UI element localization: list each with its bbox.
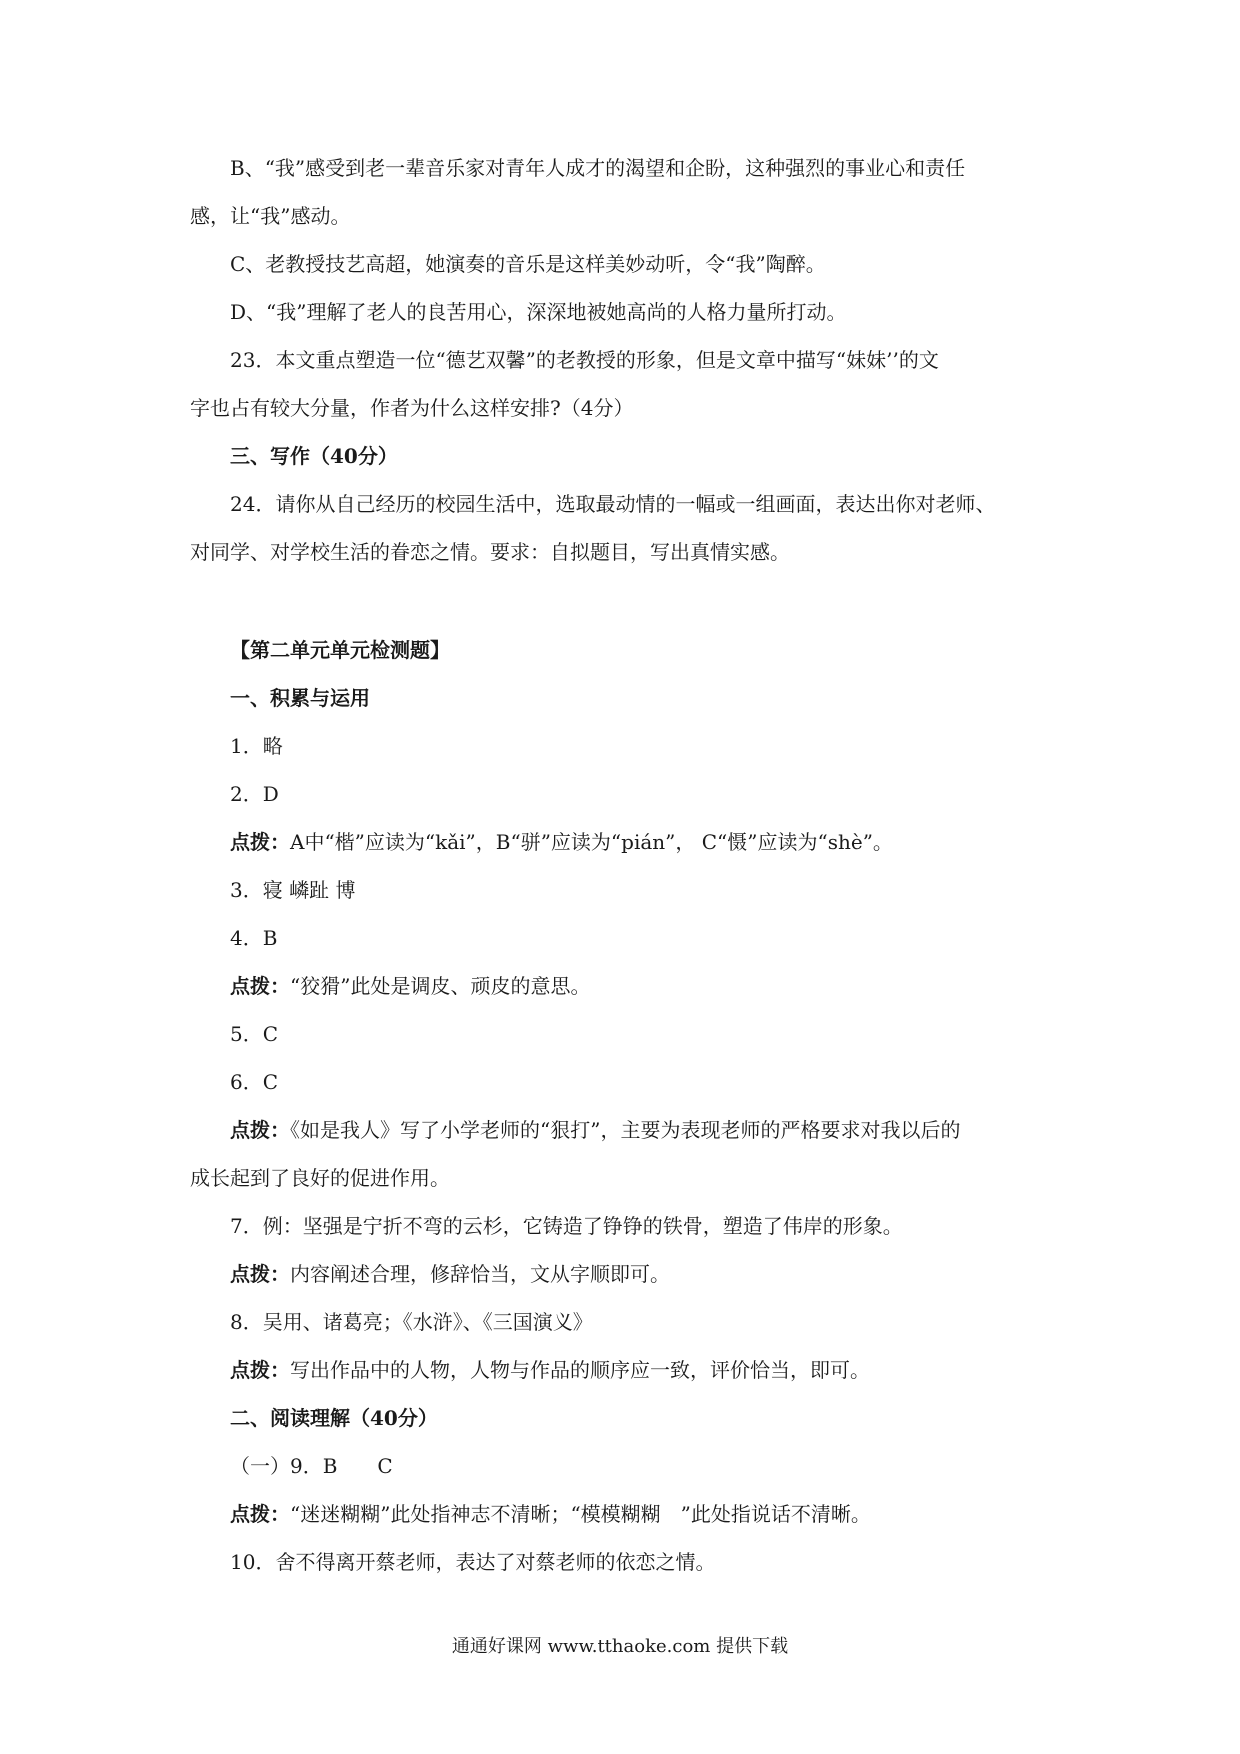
hint-text: “迷迷糊糊”此处指神志不清晰；“模模糊糊 ”此处指说话不清晰。 xyxy=(290,1502,871,1526)
answer-line: 7．例：坚强是宁折不弯的云杉，它铸造了铮铮的铁骨，塑造了伟岸的形象。 xyxy=(230,1214,903,1238)
page-footer: 通通好课网 www.tthaoke.com 提供下载 xyxy=(451,1636,789,1657)
answer-line: 6．C xyxy=(230,1070,279,1094)
hint-label: 点拨： xyxy=(230,1118,290,1142)
answer-line: （一）9．B C xyxy=(230,1454,393,1478)
question-text: 24．请你从自己经历的校园生活中，选取最动情的一幅或一组画面，表达出你对老师、 xyxy=(230,492,996,516)
answer-line: 1．略 xyxy=(230,734,283,758)
section-heading: 一、积累与运用 xyxy=(230,686,370,710)
hint-label: 点拨： xyxy=(230,1262,290,1286)
hint-line: 成长起到了良好的促进作用。 xyxy=(190,1166,450,1190)
hint-text: A中“楷”应读为“kǎi”，B“骈”应读为“pián”， C“慑”应读为“shè”。 xyxy=(290,830,893,854)
hint-text: 内容阐述合理，修辞恰当，文从字顺即可。 xyxy=(290,1262,670,1286)
hint-text: 写出作品中的人物，人物与作品的顺序应一致，评价恰当，即可。 xyxy=(290,1358,870,1382)
section-heading: 二、阅读理解（40分） xyxy=(230,1406,438,1430)
hint-line xyxy=(230,1118,960,1142)
question-text: 字也占有较大分量，作者为什么这样安排?（4分） xyxy=(190,396,634,420)
text-line: B、“我”感受到老一辈音乐家对青年人成才的渴望和企盼，这种强烈的事业心和责任 xyxy=(230,156,966,180)
hint-line xyxy=(230,1262,670,1286)
answer-line: 3．寝 嶙趾 博 xyxy=(230,878,356,902)
text-line: D、“我”理解了老人的良苦用心，深深地被她高尚的人格力量所打动。 xyxy=(230,300,847,324)
hint-text: 《如是我人》写了小学老师的“狠打”，主要为表现老师的严格要求对我以后的 xyxy=(290,1118,961,1142)
answer-line: 4．B xyxy=(230,926,278,950)
hint-label: 点拨： xyxy=(230,1502,290,1526)
hint-label: 点拨： xyxy=(230,830,290,854)
hint-line xyxy=(230,974,590,998)
answer-line: 2．D xyxy=(230,782,279,806)
hint-label: 点拨： xyxy=(230,1358,290,1382)
answer-line: 5．C xyxy=(230,1022,279,1046)
hint-text: “狡猾”此处是调皮、顽皮的意思。 xyxy=(290,974,591,998)
answer-line: 10．舍不得离开蔡老师，表达了对蔡老师的依恋之情。 xyxy=(230,1550,716,1574)
hint-line xyxy=(230,1502,871,1526)
section-heading: 三、写作（40分） xyxy=(230,444,398,468)
question-text: 23．本文重点塑造一位“德艺双馨”的老教授的形象，但是文章中描写“妹妹’’的文 xyxy=(230,348,939,372)
text-line: C、老教授技艺高超，她演奏的音乐是这样美妙动听，令“我”陶醉。 xyxy=(230,252,826,276)
hint-line xyxy=(230,1358,870,1382)
text-line: 感，让“我”感动。 xyxy=(190,204,351,228)
hint-label: 点拨： xyxy=(230,974,290,998)
question-text: 对同学、对学校生活的眷恋之情。要求：自拟题目，写出真情实感。 xyxy=(190,540,790,564)
hint-line xyxy=(230,830,893,854)
answer-line: 8．吴用、诸葛亮；《水浒》、《三国演义》 xyxy=(230,1310,593,1334)
unit-title: 【第二单元单元检测题】 xyxy=(230,638,450,662)
